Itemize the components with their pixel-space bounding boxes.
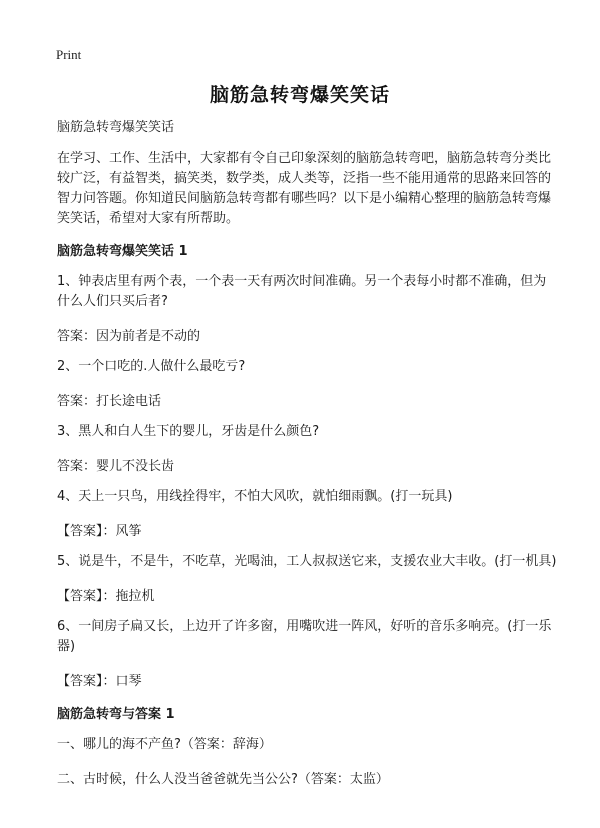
question-6: 6、一间房子扁又长，上边开了许多窗，用嘴吹进一阵风，好听的音乐多响亮。(打一乐器) [57,619,552,654]
answer-6: 【答案】：口琴 [57,674,142,689]
section-heading-1: 脑筋急转弯爆笑笑话 1 [57,244,188,259]
page-title: 脑筋急转弯爆笑笑话 [209,84,390,106]
riddle-item-2: 二、古时候，什么人没当爸爸就先当公公?（答案：太监） [57,772,389,787]
answer-3: 答案：婴儿不没长齿 [57,459,175,474]
answer-1: 答案：因为前者是不动的 [57,329,201,344]
question-3: 3、黑人和白人生下的婴儿，牙齿是什么颜色? [57,424,320,439]
article-subtitle: 脑筋急转弯爆笑笑话 [57,120,175,135]
answer-5: 【答案】：拖拉机 [57,589,155,604]
section-heading-2: 脑筋急转弯与答案 1 [57,707,175,722]
article-body [57,118,557,790]
print-label: Print [56,47,82,62]
question-4: 4、天上一只鸟，用线拴得牢，不怕大风吹，就怕细雨飘。(打一玩具) [57,489,453,504]
intro-paragraph: 在学习、工作、生活中，大家都有令自己印象深刻的脑筋急转弯吧，脑筋急转弯分类比较广泛，有益智类，搞笑类，数学类，成人类等，泛指一些不能用通常的思路来回答的智力问答题。你知道民间脑筋急转弯都有哪些吗？以下是小编精心整理的脑筋急转弯爆笑笑话，希望对大家有所帮助。 [57,151,552,226]
answer-4: 【答案】：风筝 [57,524,142,539]
question-5: 5、说是牛，不是牛，不吃草，光喝油，工人叔叔送它来，支援农业大丰收。(打一机具) [57,554,557,569]
question-1: 1、钟表店里有两个表，一个表一天有两次时间准确。另一个表每小时都不准确，但为什么人们只买后者? [57,274,547,309]
answer-2: 答案：打长途电话 [57,394,162,409]
question-2: 2、一个口吃的.人做什么最吃亏? [57,359,246,374]
riddle-item-1: 一、哪儿的海不产鱼?（答案：辞海） [57,737,272,752]
